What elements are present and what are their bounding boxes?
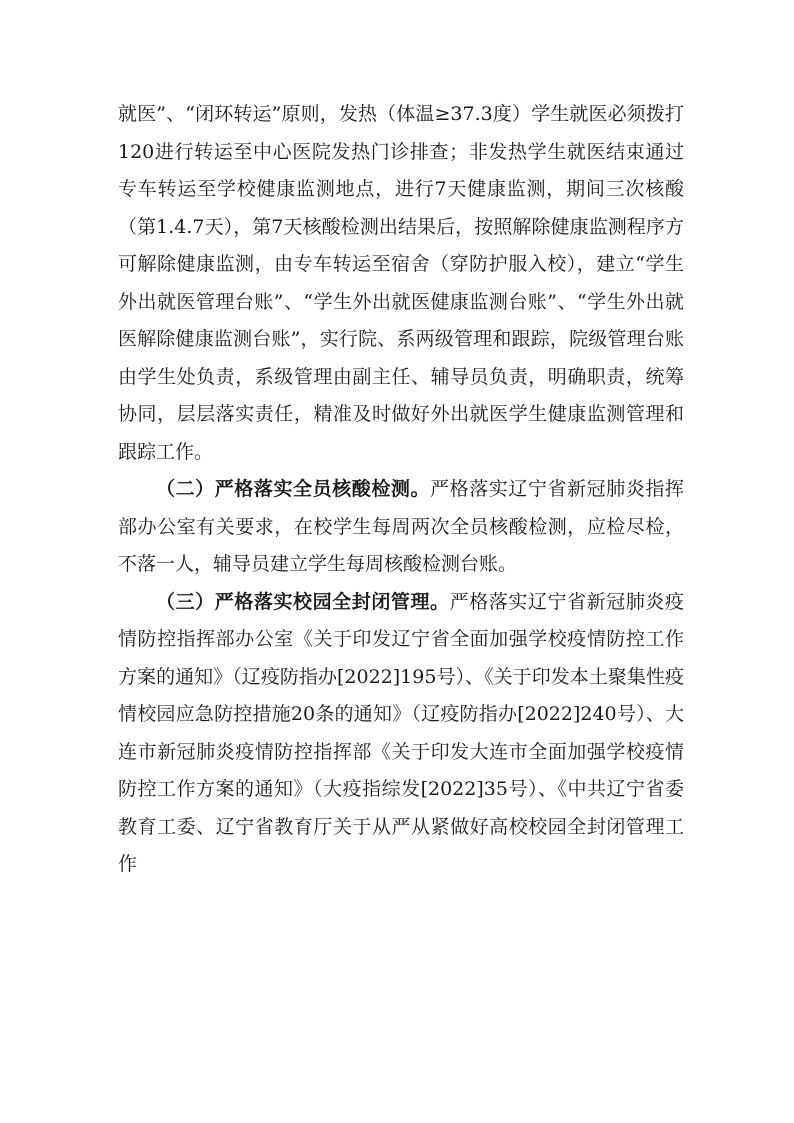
section-heading: （三）严格落实校园全封闭管理。 [156, 590, 450, 613]
paragraph-text: 就医”、“闭环转运”原则，发热（体温≥37.3度）学生就医必须拨打120进行转运至中心医院发热门诊排查；非发热学生就医结束通过专车转运至学校健康监测地点，进行7天健康监测，期间三次核酸（第1.4.7天），第7天核酸检测出结果后，按照解除健康监测程序方可解除健康监测，由专车转运至宿舍（穿防护服入校），建立“学生外出就医管理台账”、“学生外出就医健康监测台账”、“学生外出就医解除健康监测台账”，实行院、系两级管理和跟踪，院级管理台账由学生处负责，系级管理由副主任、辅导员负责，明确职责，统筹协同，层层落实责任，精准及时做好外出就医学生健康监测管理和跟踪工作。 [118, 103, 684, 463]
paragraph-text: 严格落实辽宁省新冠肺炎疫情防控指挥部办公室《关于印发辽宁省全面加强学校疫情防控工作方案的通知》（辽疫防指办[2022]195号）、《关于印发本土聚集性疫情校园应急防控措施20条的通知》（辽疫防指办[2022]240号）、大连市新冠肺炎疫情防控指挥部《关于印发大连市全面加强学校疫情防控工作方案的通知》（大疫指综发[2022]35号）、《中共辽宁省委教育工委、辽宁省教育厅关于从严从紧做好高校校园全封闭管理工作 [118, 590, 684, 875]
paragraph-continuation [118, 96, 684, 471]
paragraph-section-2 [118, 471, 684, 584]
paragraph-text: 严格落实辽宁省新冠肺炎指挥部办公室有关要求，在校学生每周两次全员核酸检测，应检尽检，不落一人，辅导员建立学生每周核酸检测台账。 [118, 478, 684, 575]
paragraph-section-3 [118, 584, 684, 884]
section-heading: （二）严格落实全员核酸检测。 [156, 478, 431, 500]
document-page [118, 96, 684, 884]
